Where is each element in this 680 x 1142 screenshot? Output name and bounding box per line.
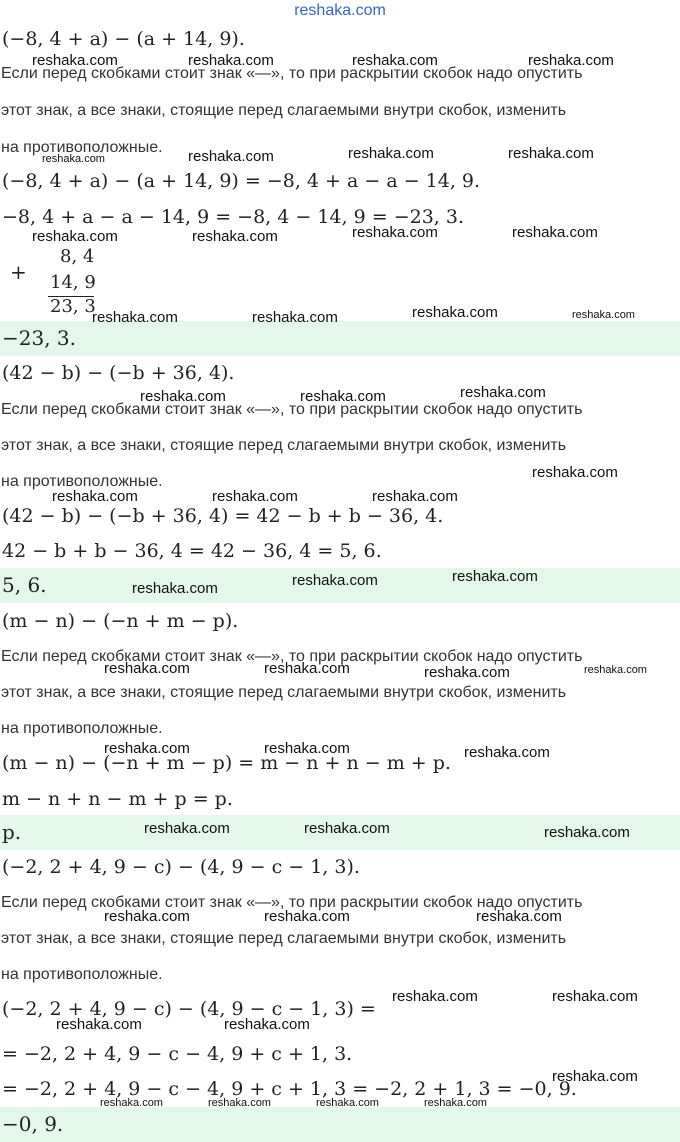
watermark: reshaka.com	[528, 52, 614, 69]
watermark: reshaka.com	[532, 464, 618, 481]
rule-text-line2: этот знак, а все знаки, стоящие перед слагаемыми внутри скобок, изменить	[1, 930, 567, 947]
watermark: reshaka.com	[264, 908, 350, 925]
rule-text-line3: на противоположные.	[1, 966, 163, 983]
problem2-step1: (42 − b) − (−b + 36, 4) = 42 − b + b − 36, 4.	[2, 505, 444, 527]
rule-text-line1: Если перед скобками стоит знак «—», то при раскрытии скобок надо опустить	[1, 648, 583, 665]
watermark: reshaka.com	[508, 145, 594, 162]
watermark: reshaka.com	[300, 388, 386, 405]
watermark: reshaka.com	[424, 664, 510, 681]
watermark: reshaka.com	[224, 1016, 310, 1033]
watermark: reshaka.com	[32, 228, 118, 245]
watermark: reshaka.com	[100, 1097, 163, 1109]
watermark: reshaka.com	[52, 488, 138, 505]
column-sum: 23, 3	[50, 296, 96, 317]
column-addend-2: 14, 9	[50, 272, 96, 293]
watermark: reshaka.com	[412, 304, 498, 321]
watermark: reshaka.com	[460, 384, 546, 401]
problem4-step1: (−2, 2 + 4, 9 − c) − (4, 9 − c − 1, 3) =	[2, 998, 376, 1020]
watermark: reshaka.com	[552, 988, 638, 1005]
problem2-expression: (42 − b) − (−b + 36, 4).	[2, 362, 235, 384]
watermark: reshaka.com	[352, 224, 438, 241]
watermark: reshaka.com	[292, 572, 378, 589]
site-header[interactable]	[0, 0, 680, 26]
rule-text-line1: Если перед скобками стоит знак «—», то при раскрытии скобок надо опустить	[1, 65, 583, 82]
problem2-step2: 42 − b + b − 36, 4 = 42 − 36, 4 = 5, 6.	[2, 540, 382, 562]
watermark: reshaka.com	[304, 820, 390, 837]
watermark: reshaka.com	[264, 660, 350, 677]
watermark: reshaka.com	[104, 660, 190, 677]
site-link[interactable]: reshaka.com	[294, 2, 386, 19]
problem1-answer: −23, 3.	[0, 321, 680, 356]
watermark: reshaka.com	[92, 309, 178, 326]
problem3-step1: (m − n) − (−n + m − p) = m − n + n − m + p.	[2, 752, 451, 774]
watermark: reshaka.com	[32, 52, 118, 69]
watermark: reshaka.com	[132, 580, 218, 597]
watermark: reshaka.com	[316, 1097, 379, 1109]
problem1-expression: (−8, 4 + a) − (a + 14, 9).	[2, 28, 245, 50]
watermark: reshaka.com	[476, 908, 562, 925]
watermark: reshaka.com	[464, 744, 550, 761]
watermark: reshaka.com	[348, 145, 434, 162]
problem3-expression: (m − n) − (−n + m − p).	[2, 610, 239, 632]
column-plus-sign: +	[10, 260, 27, 284]
watermark: reshaka.com	[372, 488, 458, 505]
problem4-expression: (−2, 2 + 4, 9 − c) − (4, 9 − c − 1, 3).	[2, 856, 360, 878]
rule-text-line1: Если перед скобками стоит знак «—», то при раскрытии скобок надо опустить	[1, 401, 583, 418]
watermark: reshaka.com	[392, 988, 478, 1005]
watermark: reshaka.com	[352, 52, 438, 69]
watermark: reshaka.com	[188, 148, 274, 165]
problem1-step2: −8, 4 + a − a − 14, 9 = −8, 4 − 14, 9 = −23, 3.	[2, 206, 464, 228]
rule-text-line2: этот знак, а все знаки, стоящие перед слагаемыми внутри скобок, изменить	[1, 684, 567, 701]
watermark: reshaka.com	[512, 224, 598, 241]
watermark: reshaka.com	[252, 309, 338, 326]
problem4-step3: = −2, 2 + 4, 9 − c − 4, 9 + c + 1, 3 = −2, 2 + 1, 3 = −0, 9.	[2, 1078, 577, 1100]
rule-text-line3: на противоположные.	[1, 139, 163, 156]
watermark: reshaka.com	[104, 740, 190, 757]
watermark: reshaka.com	[544, 824, 630, 841]
problem2-answer: 5, 6.	[0, 568, 680, 603]
problem3-step2: m − n + n − m + p = p.	[2, 788, 233, 810]
watermark: reshaka.com	[144, 820, 230, 837]
problem1-step1: (−8, 4 + a) − (a + 14, 9) = −8, 4 + a − a − 14, 9.	[2, 170, 481, 192]
watermark: reshaka.com	[42, 153, 105, 165]
watermark: reshaka.com	[140, 388, 226, 405]
rule-text-line3: на противоположные.	[1, 473, 163, 490]
watermark: reshaka.com	[104, 908, 190, 925]
watermark: reshaka.com	[572, 309, 635, 321]
watermark: reshaka.com	[452, 568, 538, 585]
rule-text-line3: на противоположные.	[1, 720, 163, 737]
rule-text-line1: Если перед скобками стоит знак «—», то при раскрытии скобок надо опустить	[1, 894, 583, 911]
watermark: reshaka.com	[264, 740, 350, 757]
rule-text-line2: этот знак, а все знаки, стоящие перед слагаемыми внутри скобок, изменить	[1, 437, 567, 454]
column-addition	[8, 246, 108, 318]
problem4-step2: = −2, 2 + 4, 9 − c − 4, 9 + c + 1, 3.	[2, 1043, 353, 1065]
watermark: reshaka.com	[552, 1068, 638, 1085]
watermark: reshaka.com	[188, 52, 274, 69]
watermark: reshaka.com	[192, 228, 278, 245]
watermark: reshaka.com	[212, 488, 298, 505]
watermark: reshaka.com	[56, 1016, 142, 1033]
column-addend-1: 8, 4	[60, 246, 95, 267]
watermark: reshaka.com	[208, 1097, 271, 1109]
problem4-answer: −0, 9.	[0, 1107, 680, 1142]
watermark: reshaka.com	[424, 1097, 487, 1109]
problem3-answer: p.	[0, 815, 680, 850]
watermark: reshaka.com	[584, 664, 647, 676]
rule-text-line2: этот знак, а все знаки, стоящие перед слагаемыми внутри скобок, изменить	[1, 102, 567, 119]
